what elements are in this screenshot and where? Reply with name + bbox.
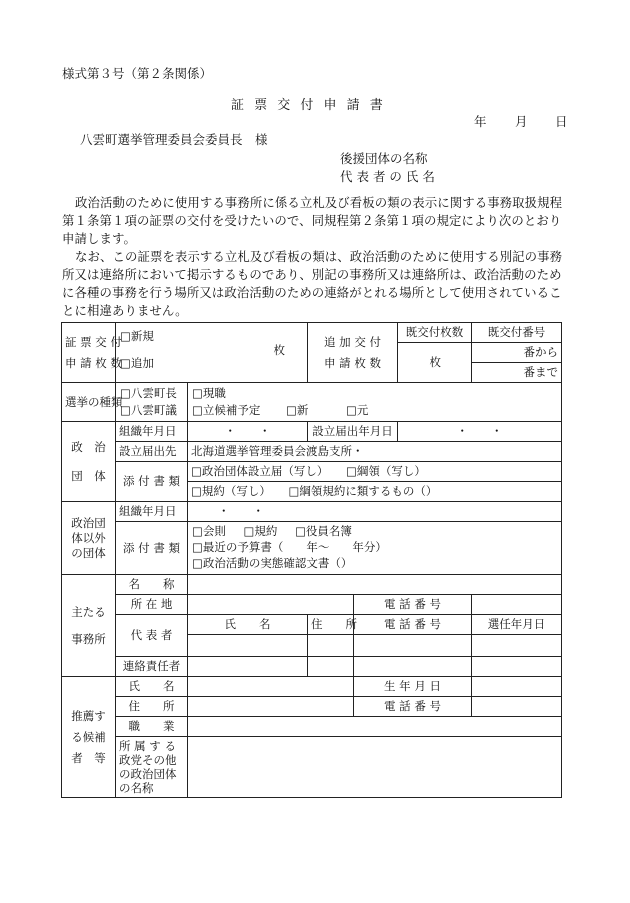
election-type-label: 選挙の種類 (62, 383, 116, 422)
rules-checkbox[interactable]: □規約 (243, 524, 278, 538)
contact-name-value[interactable] (188, 657, 308, 677)
office-phone-label: 電 話 番 号 (354, 595, 472, 615)
est-dest-value[interactable]: 北海道選挙管理委員会渡島支所・ (188, 442, 562, 462)
budget-checkbox[interactable]: □最近の予算書（ 年～ 年分） (192, 540, 387, 554)
birth-label: 生 年 月 日 (354, 677, 472, 697)
issued-count-value[interactable]: 枚 (398, 343, 472, 383)
cand-address-label: 住 所 (116, 697, 188, 717)
cand-party-label: 所 属 す る 政党その他 の政治団体 の名称 (116, 737, 188, 798)
rep-col-address: 住 所 (308, 615, 354, 635)
officer-list-checkbox[interactable]: □役員名簿 (295, 524, 352, 538)
rep-address-value[interactable] (308, 635, 354, 657)
application-table (61, 322, 562, 798)
pol-attach-row-2[interactable] (188, 482, 562, 502)
other-attach-label: 添 付 書 類 (116, 522, 188, 575)
cand-name-label: 氏 名 (116, 677, 188, 697)
contact-phone-value[interactable] (354, 657, 472, 677)
cand-name-value[interactable] (188, 677, 354, 697)
other-attach-cell[interactable] (188, 522, 562, 575)
representative-label: 代 表 者 (116, 615, 188, 657)
issued-number-header: 既交付番号 (472, 323, 562, 343)
rep-appointed-value[interactable] (472, 635, 562, 657)
cand-job-label: 職 業 (116, 717, 188, 737)
contact-label: 連絡責任者 (116, 657, 188, 677)
candidate-status-cell[interactable] (188, 383, 562, 422)
council-checkbox[interactable]: □八雲町議 (120, 403, 177, 417)
office-phone-value[interactable] (472, 595, 562, 615)
unit-mai: 枚 (273, 343, 286, 357)
cand-phone-label: 電 話 番 号 (354, 697, 472, 717)
pol-attach-3-checkbox[interactable]: □規約（写し） (191, 484, 271, 498)
mayor-checkbox[interactable]: □八雲町長 (120, 386, 177, 400)
other-org-date-value[interactable]: ・ ・ (188, 502, 562, 522)
pol-attach-row-1[interactable] (188, 462, 562, 482)
app-count-label: 証 票 交 付 申 請 枚 数 (62, 323, 116, 383)
add-count-label: 追 加 交 付 申 請 枚 数 (308, 323, 398, 383)
rep-col-name: 氏 名 (188, 615, 308, 635)
body-paragraph-2: なお、この証票を表示する立札及び看板の類は、政治活動のために使用する別記の事務所又は連絡所において掲示するものであり、別記の事務所又は連絡所は、政治活動のために各種の事務を行う場所又は政治活動のための連絡がとれる場所として使用されていることに相違ありません。 (62, 249, 563, 318)
new-checkbox[interactable]: □新 (286, 403, 309, 417)
main-office-label: 主たる 事務所 (62, 575, 116, 677)
document-title: 証 票 交 付 申 請 書 (231, 98, 386, 113)
office-name-value[interactable] (188, 575, 562, 595)
opt-new-checkbox[interactable]: □新規 (120, 329, 154, 343)
office-address-value[interactable] (188, 595, 354, 615)
org-date-label: 組織年月日 (116, 422, 188, 442)
incumbent-checkbox[interactable]: □現職 (192, 386, 226, 400)
est-date-value[interactable]: ・ ・ (398, 422, 562, 442)
bylaws-checkbox[interactable]: □会則 (192, 524, 226, 538)
other-attach-row-1[interactable] (192, 524, 366, 539)
cand-phone-value[interactable] (472, 697, 562, 717)
rep-name-label: 代 表 者 の 氏 名 (340, 169, 435, 184)
org-date-value[interactable]: ・ ・ (188, 422, 308, 442)
form-number: 様式第３号（第２条関係） (62, 66, 213, 81)
political-group-label: 政 治 団 体 (62, 422, 116, 502)
to-number[interactable]: 番まで (472, 363, 562, 383)
addressee: 八雲町選挙管理委員会委員長 様 (80, 132, 268, 147)
other-org-date-label: 組織年月日 (116, 502, 188, 522)
body-paragraph-1: 政治活動のために使用する事務所に係る立札及び看板の類の表示に関する事務取扱規程第１条第１項の証票の交付を受けたいので、同規程第２条第１項の規定により次のとおり申請します。 (62, 195, 563, 246)
rep-col-appointed: 選任年月日 (472, 615, 562, 635)
app-count-cell[interactable] (116, 323, 308, 383)
candidate-label: 推薦す る候補 者 等 (62, 677, 116, 798)
cand-address-value[interactable] (188, 697, 354, 717)
pol-attach-2-checkbox[interactable]: □綱領（写し） (346, 464, 426, 478)
est-date-label: 設立届出年月日 (308, 422, 398, 442)
cand-party-value[interactable] (188, 737, 562, 798)
pol-attach-1-checkbox[interactable]: □政治団体設立届（写し） (191, 464, 329, 478)
pol-attach-4-checkbox[interactable]: □綱領規約に類するもの（） (288, 484, 438, 498)
birth-value[interactable] (472, 677, 562, 697)
date-day-label: 日 (555, 114, 568, 129)
rep-phone-value[interactable] (354, 635, 472, 657)
pol-attach-label: 添 付 書 類 (116, 462, 188, 502)
office-address-label: 所 在 地 (116, 595, 188, 615)
org-name-label: 後援団体の名称 (340, 151, 428, 166)
office-name-label: 名 称 (116, 575, 188, 595)
former-checkbox[interactable]: □元 (346, 403, 369, 417)
issued-count-header: 既交付枚数 (398, 323, 472, 343)
rep-col-phone: 電 話 番 号 (354, 615, 472, 635)
rep-name-value[interactable] (188, 635, 308, 657)
other-group-label: 政治団 体以外 の団体 (62, 502, 116, 575)
date-year-label: 年 (474, 114, 487, 129)
planned-candidate-checkbox[interactable]: □立候補予定 (192, 403, 261, 417)
opt-add-checkbox[interactable]: □追加 (120, 356, 154, 370)
est-dest-label: 設立届出先 (116, 442, 188, 462)
election-office-cell[interactable] (116, 383, 188, 422)
cand-job-value[interactable] (188, 717, 562, 737)
date-month-label: 月 (515, 114, 528, 129)
contact-appointed-value[interactable] (472, 657, 562, 677)
activity-doc-checkbox[interactable]: □政治活動の実態確認文書（） (192, 556, 353, 570)
from-number[interactable]: 番から (472, 343, 562, 363)
contact-address-value[interactable] (308, 657, 354, 677)
